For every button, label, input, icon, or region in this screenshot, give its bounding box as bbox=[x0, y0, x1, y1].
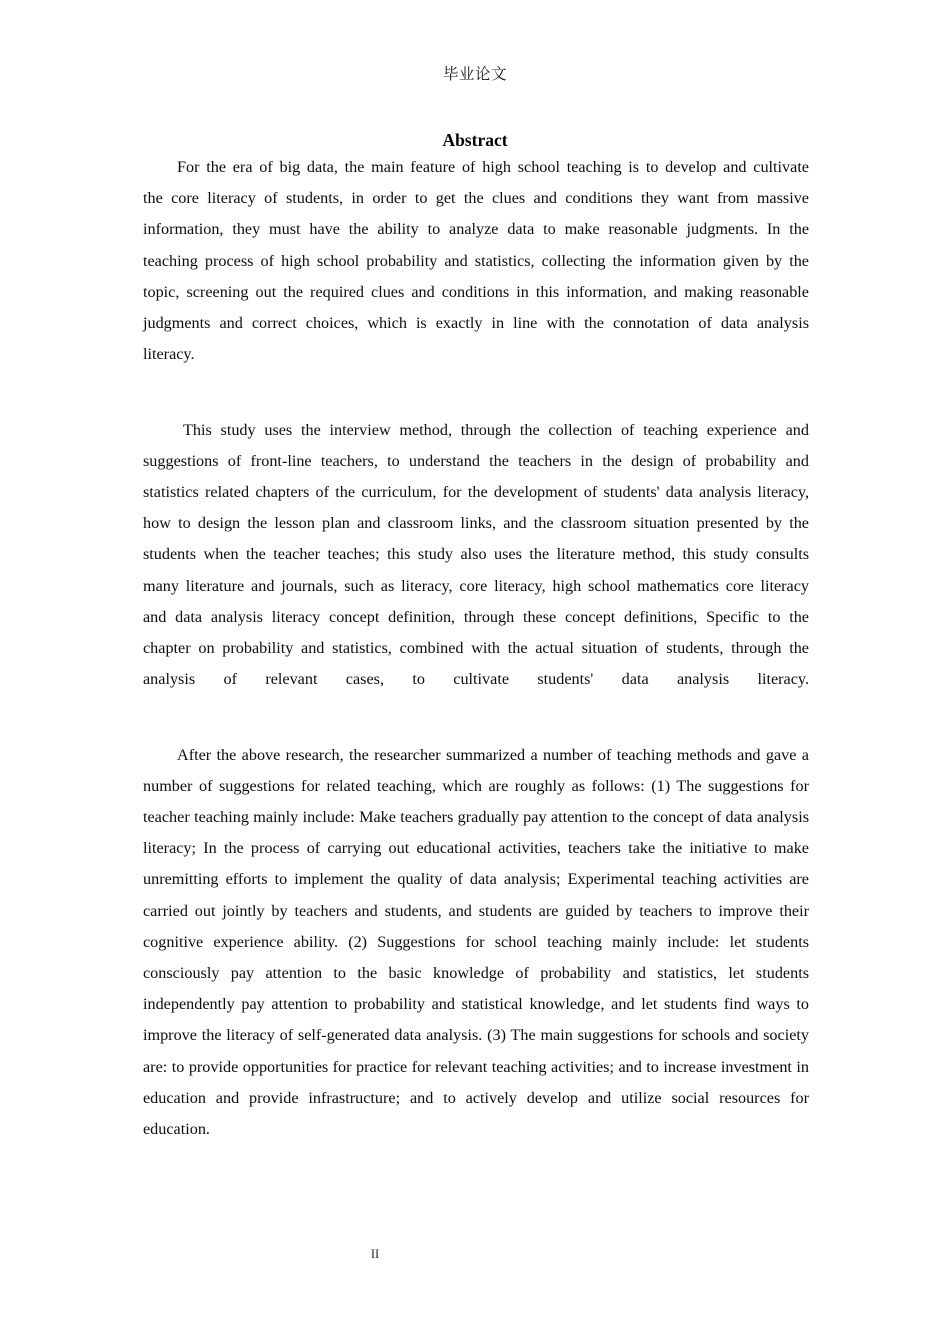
abstract-paragraph-3: After the above research, the researcher summarized a number of teaching methods and gave a number of suggestions for related teaching, which are roughly as follows: (1) The suggestions for teacher teaching mainly include: Make teachers gradually pay attention to the concept of data analysis literacy; In the process of carrying out educational activities, teachers take the initiative to make unremitting efforts to implement the quality of data analysis; Experimental teaching activities are carried out jointly by teachers and students, and students are guided by teachers to improve their cognitive experience ability. (2) Suggestions for school teaching mainly include: let students consciously pay attention to the basic knowledge of probability and statistics, let students independently pay attention to probability and statistical knowledge, and let students find ways to improve the literacy of self-generated data analysis. (3) The main suggestions for schools and society are: to provide opportunities for practice for relevant teaching activities; and to increase investment in education and provide infrastructure; and to actively develop and utilize social resources for education. bbox=[143, 745, 809, 1139]
page-number: II bbox=[370, 1247, 380, 1261]
running-header: 毕业论文 bbox=[442, 65, 507, 83]
page-title: Abstract bbox=[442, 129, 508, 150]
abstract-paragraph-1: For the era of big data, the main feature of high school teaching is to develop and cultivate the core literacy of students, in order to get the clues and conditions they want from massive information, they must have the ability to analyze data to make reasonable judgments. In the teaching process of high school probability and statistics, collecting the information given by the topic, screening out the required clues and conditions in this information, and making reasonable judgments and correct choices, which is exactly in line with the connotation of data analysis literacy. bbox=[143, 158, 809, 364]
paragraph-spacer bbox=[143, 402, 809, 415]
abstract-paragraph-2: This study uses the interview method, through the collection of teaching experience and suggestions of front-line teachers, to understand the teachers in the design of probability and statistics related chapters of the curriculum, for the development of students' data analysis literacy, how to design the lesson plan and classroom links, and the classroom situation presented by the students when the teacher teaches; this study also uses the literature method, this study consults many literature and journals, such as literacy, core literacy, high school mathematics core literacy and data analysis literacy concept definition, through these concept definitions, Specific to the chapter on probability and statistics, combined with the actual situation of students, through the analysis of relevant cases, to cultivate students' data analysis literacy. bbox=[143, 420, 809, 689]
paragraph-spacer bbox=[143, 727, 809, 740]
abstract-body bbox=[143, 152, 809, 1177]
